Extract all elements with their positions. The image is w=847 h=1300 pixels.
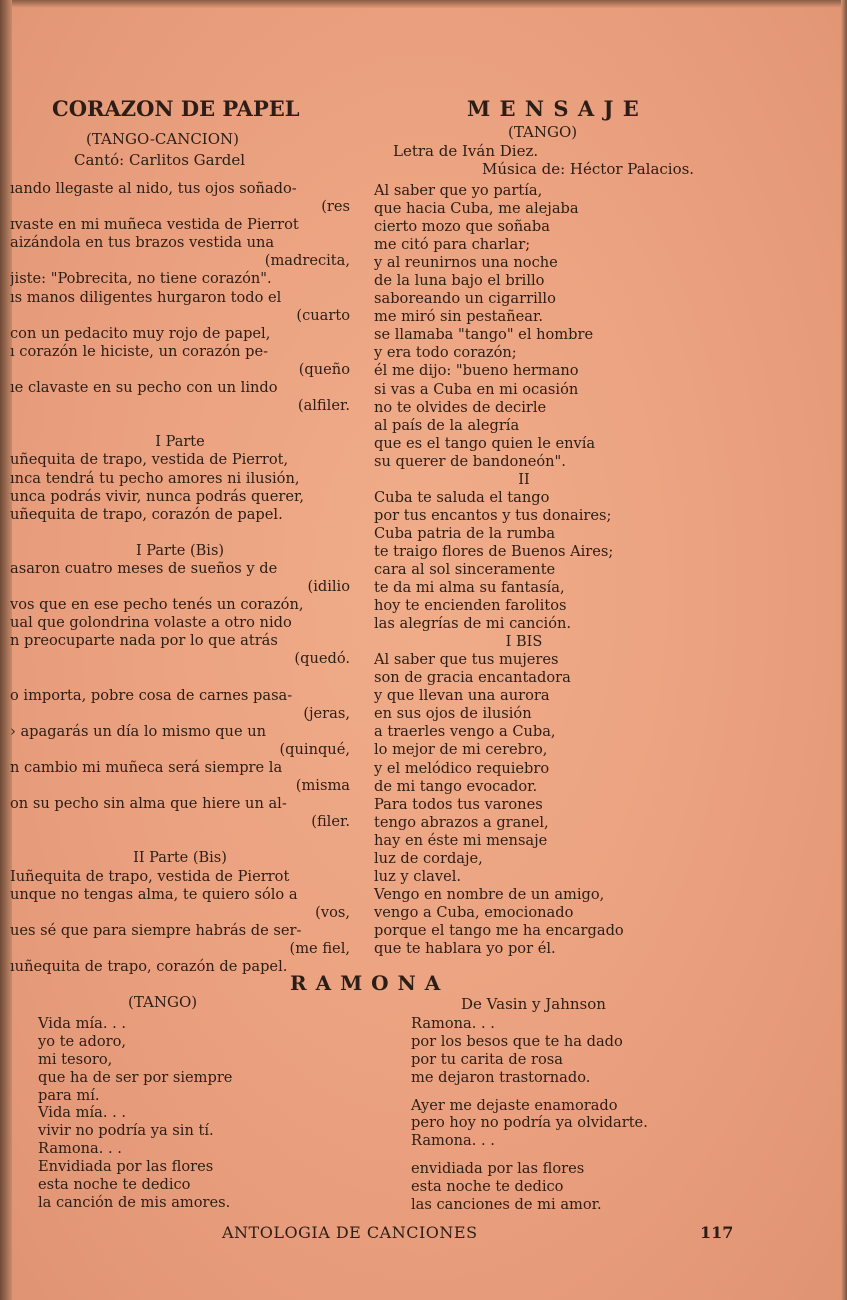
lyric-line: ıuñequita de trapo, corazón de papel.: [10, 958, 288, 976]
song1-credit: Cantó: Carlitos Gardel: [74, 151, 246, 169]
lyric-line: vengo a Cuba, emocionado: [374, 903, 574, 921]
lyric-line: (res: [321, 198, 350, 216]
lyric-line: para mí.: [38, 1086, 100, 1104]
lyric-line: luz de cordaje,: [374, 849, 483, 867]
song3-right-lines: [411, 1015, 711, 1214]
lyric-line: o importa, pobre cosa de carnes pasa-: [10, 686, 293, 704]
lyric-line: [411, 1087, 711, 1097]
lyric-line: II Parte (Bis): [133, 850, 227, 867]
lyric-line: envidiada por las flores: [411, 1160, 585, 1178]
lyric-line: se llamaba "tango" el hombre: [374, 326, 594, 344]
lyric-line: te da mi alma su fantasía,: [374, 579, 565, 597]
lyric-line: luz y clavel.: [374, 867, 462, 885]
lyric-line: I BIS: [505, 634, 543, 651]
lyric-line: uñequita de trapo, corazón de papel.: [10, 505, 283, 523]
page-edge-right: [841, 0, 847, 1300]
lyric-line: que hacia Cuba, me alejaba: [374, 200, 579, 218]
lyric-line: Al saber que yo partía,: [374, 182, 543, 199]
lyric-line: (queño: [298, 360, 350, 378]
lyric-line: y que llevan una aurora: [374, 687, 550, 705]
lyric-line: son de gracia encantadora: [374, 669, 571, 687]
lyric-line: › apagarás un día lo mismo que un: [10, 722, 267, 740]
page-edge-top: [0, 0, 847, 8]
song2-lines: [374, 182, 674, 958]
song3-credit: De Vasin y Jahnson: [461, 995, 606, 1013]
lyric-line: [10, 415, 350, 433]
lyric-line: Cuba te saluda el tango: [374, 488, 550, 506]
lyric-line: por los besos que te ha dado: [411, 1032, 623, 1050]
lyric-line: (alfiler.: [297, 397, 350, 415]
lyric-line: n cambio mi muñeca será siempre la: [10, 759, 283, 776]
lyric-line: n preocuparte nada por lo que atrás: [10, 632, 278, 650]
lyric-line: hoy te encienden farolitos: [374, 597, 567, 615]
lyric-line: esta noche te dedico: [411, 1178, 564, 1196]
lyric-line: [411, 1150, 711, 1160]
lyric-line: Envidiada por las flores: [38, 1158, 214, 1176]
lyric-line: cara al sol sinceramente: [374, 560, 556, 578]
song1-lyrics: [10, 180, 350, 976]
lyric-line: on su pecho sin alma que hiere un al-: [10, 795, 287, 813]
song3-lyrics-left: [38, 1015, 338, 1212]
lyric-line: vivir no podría ya sin tí.: [38, 1122, 214, 1140]
lyric-line: Cuba patria de la rumba: [374, 524, 556, 542]
lyric-line: pero hoy no podría ya olvidarte.: [411, 1114, 648, 1132]
lyric-line: Vida mía. . .: [38, 1015, 127, 1032]
lyric-line: a traerles vengo a Cuba,: [374, 723, 556, 741]
lyric-line: (filer.: [311, 813, 350, 831]
lyric-line: lo mejor de mi cerebro,: [374, 741, 548, 759]
lyric-line: hay en éste mi mensaje: [374, 831, 548, 849]
lyric-line: y el melódico requiebro: [374, 759, 550, 777]
lyric-line: saboreando un cigarrillo: [374, 290, 556, 308]
lyric-line: I Parte: [155, 434, 205, 451]
lyric-line: de mi tango evocador.: [374, 777, 538, 795]
lyric-line: aizándola en tus brazos vestida una: [10, 234, 275, 252]
lyric-line: (quedó.: [294, 650, 350, 668]
song1-title: CORAZON DE PAPEL: [52, 96, 300, 121]
lyric-line: Al saber que tus mujeres: [374, 651, 559, 669]
lyric-line: con un pedacito muy rojo de papel,: [10, 324, 271, 342]
lyric-line: uñequita de trapo, vestida de Pierrot,: [10, 451, 289, 469]
song1-genre: (TANGO-CANCION): [86, 130, 240, 148]
lyric-line: (vos,: [315, 903, 350, 921]
lyric-line: mi tesoro,: [38, 1050, 113, 1068]
lyric-line: Ramona. . .: [411, 1015, 495, 1032]
lyric-line: Ramona. . .: [38, 1140, 122, 1158]
lyric-line: (cuarto: [296, 306, 350, 324]
lyric-line: jiste: "Pobrecita, no tiene corazón".: [10, 270, 272, 288]
song2-lyrics: [374, 182, 674, 958]
lyric-line: (madrecita,: [264, 252, 350, 270]
lyric-line: [10, 524, 350, 542]
lyric-line: me miró sin pestañear.: [374, 308, 543, 326]
lyric-line: ı corazón le hiciste, un corazón pe-: [10, 342, 269, 360]
lyric-line: unca podrás vivir, nunca podrás querer,: [10, 487, 305, 505]
lyric-line: ıando llegaste al nido, tus ojos soñado-: [10, 180, 297, 197]
lyric-line: vos que en ese pecho tenés un corazón,: [10, 596, 304, 614]
lyric-line: me dejaron trastornado.: [411, 1068, 591, 1086]
page-number: 117: [700, 1223, 734, 1242]
lyric-line: ıe clavaste en su pecho con un lindo: [10, 379, 278, 397]
lyric-line: ɪvaste en mi muñeca vestida de Pierrot: [10, 216, 299, 234]
lyric-line: me citó para charlar;: [374, 236, 531, 254]
lyric-line: al país de la alegría: [374, 416, 520, 434]
lyric-line: y era todo corazón;: [374, 344, 517, 362]
lyric-line: por tus encantos y tus donaires;: [374, 506, 612, 524]
lyric-line: por tu carita de rosa: [411, 1050, 563, 1068]
lyric-line: ual que golondrina volaste a otro nido: [10, 614, 292, 632]
lyric-line: ues sé que para siempre habrás de ser-: [10, 921, 302, 939]
lyric-line: que ha de ser por siempre: [38, 1068, 233, 1086]
lyric-line: él me dijo: "bueno hermano: [374, 362, 579, 380]
lyric-line: ıs manos diligentes hurgaron todo el: [10, 288, 282, 306]
lyric-line: la canción de mis amores.: [38, 1193, 231, 1211]
lyric-line: las alegrías de mi canción.: [374, 615, 572, 633]
lyric-line: (me fiel,: [289, 939, 350, 957]
song3-genre: (TANGO): [128, 993, 198, 1011]
lyric-line: esta noche te dedico: [38, 1176, 191, 1194]
lyric-line: ınca tendrá tu pecho amores ni ilusión,: [10, 469, 300, 487]
lyric-line: I Parte (Bis): [135, 542, 225, 559]
lyric-line: Iuñequita de trapo, vestida de Pierrot: [10, 867, 290, 885]
song3-title: R A M O N A: [290, 971, 442, 995]
song2-lyricist: Letra de Iván Diez.: [393, 142, 539, 160]
lyric-line: que te hablara yo por él.: [374, 939, 556, 957]
lyric-line: las canciones de mi amor.: [411, 1196, 602, 1214]
lyric-line: (idilio: [307, 578, 350, 596]
lyric-line: y al reunirnos una noche: [374, 254, 558, 272]
lyric-line: (jeras,: [303, 704, 350, 722]
lyric-line: unque no tengas alma, te quiero sólo a: [10, 885, 298, 903]
lyric-line: asaron cuatro meses de sueños y de: [10, 559, 278, 577]
song2-composer: Música de: Héctor Palacios.: [482, 160, 695, 178]
lyric-line: (misma: [295, 777, 350, 795]
lyric-line: Para todos tus varones: [374, 795, 543, 813]
lyric-line: no te olvides de decirle: [374, 398, 547, 416]
lyric-line: Ayer me dejaste enamorado: [411, 1096, 618, 1114]
lyric-line: II: [518, 471, 530, 488]
lyric-line: porque el tango me ha encargado: [374, 921, 624, 939]
song3-left-lines: [38, 1015, 338, 1212]
song2-title: M E N S A J E: [467, 96, 640, 121]
lyric-line: si vas a Cuba en mi ocasión: [374, 380, 579, 398]
lyric-line: en sus ojos de ilusión: [374, 705, 532, 723]
lyric-line: te traigo flores de Buenos Aires;: [374, 542, 614, 560]
lyric-line: Ramona. . .: [411, 1132, 495, 1150]
lyric-line: Vida mía. . .: [38, 1104, 127, 1122]
lyric-line: [10, 669, 350, 687]
footer-book-title: ANTOLOGIA DE CANCIONES: [222, 1223, 478, 1242]
lyric-line: tengo abrazos a granel,: [374, 813, 549, 831]
lyric-line: (quinqué,: [279, 740, 350, 758]
lyric-line: su querer de bandoneón".: [374, 452, 566, 470]
lyric-line: de la luna bajo el brillo: [374, 272, 545, 290]
lyric-line: cierto mozo que soñaba: [374, 218, 550, 236]
lyric-line: Vengo en nombre de un amigo,: [374, 885, 605, 903]
lyric-line: que es el tango quien le envía: [374, 434, 596, 452]
lyric-line: [10, 831, 350, 849]
song3-lyrics-right: [411, 1015, 711, 1214]
lyric-line: yo te adoro,: [38, 1032, 127, 1050]
song2-genre: (TANGO): [508, 123, 578, 141]
song1-lines: [10, 180, 350, 976]
